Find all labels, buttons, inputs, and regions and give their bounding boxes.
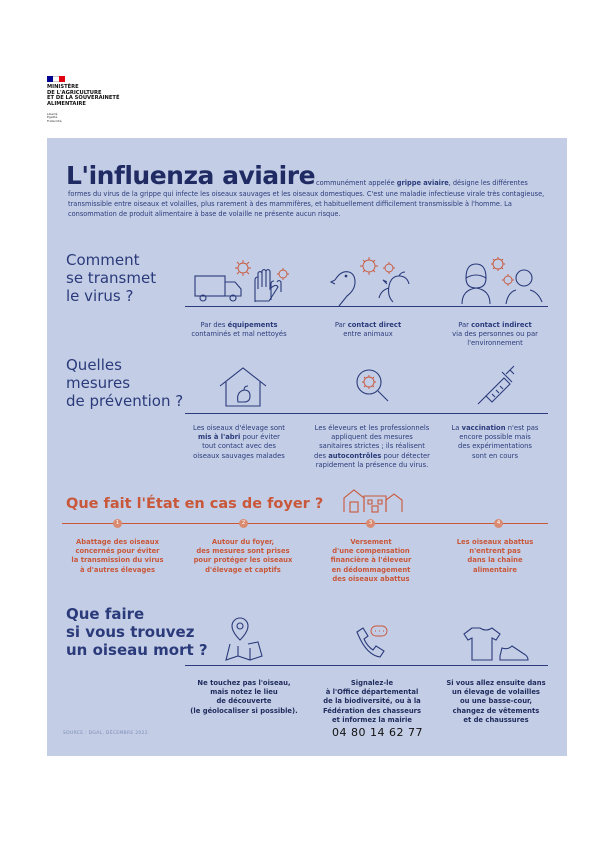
state-step-1: Abattage des oiseaux concernés pour éviter la transmission du virus à d'autres élevages [71, 538, 164, 574]
dead-bird-step-3: Si vous allez ensuite dans un élevage de volailles ou une basse-cour, changez de vêtements et de chaussures [446, 679, 546, 724]
map-pin-icon [226, 616, 266, 662]
phone-number[interactable]: 04 80 14 62 77 [332, 726, 423, 739]
intro-first-line: communément appelée grippe aviaire, désigne les différentes [316, 179, 528, 187]
farm-buildings-icon [342, 486, 406, 514]
step-marker-4: 4 [494, 519, 503, 528]
page-title: L'influenza aviaire [66, 161, 316, 190]
dead-bird-step-2: Signalez-le à l'Office départemental de la biodiversité, ou à la Fédération des chasseurs et informez la mairie [322, 679, 422, 724]
dead-bird-step-1: Ne touchez pas l'oiseau, mais notez le lieu de découverte (le géolocaliser si possible). [190, 679, 298, 715]
republic-motto: Liberté Égalité Fraternité [47, 112, 62, 123]
state-step-3: Versement d'une compensation financière à l'éleveur en dédommagement des oiseaux abattus [330, 538, 412, 583]
state-step-2: Autour du foyer, des mesures sont prises pour protéger les oiseaux d'élevage et captifs [193, 538, 293, 574]
syringe-icon [476, 364, 520, 408]
step-marker-3: 3 [366, 519, 375, 528]
state-heading: Que fait l'État en cas de foyer ? [66, 496, 324, 512]
transmission-caption-1: Par des équipements contaminés et mal nettoyés [191, 321, 287, 339]
divider-transmission [185, 306, 548, 307]
french-flag-logo [47, 76, 65, 82]
step-marker-1: 1 [113, 519, 122, 528]
step-marker-2: 2 [239, 519, 248, 528]
clothes-shoes-icon [462, 624, 532, 664]
ministry-name: MINISTÈRE DE L'AGRICULTURE ET DE LA SOUVERAINETÉ ALIMENTAIRE [47, 84, 120, 107]
prevention-caption-2: Les éleveurs et les professionnels appliquent des mesures sanitaires strictes ; ils réalisent des autocontrôles pour détecter rapidement la présence du virus. [314, 424, 430, 469]
intro-text: formes du virus de la grippe qui infecte les oiseaux sauvages et les oiseaux domestiques. C'est une maladie infectieuse virale très contagieuse, transmissible entre oiseaux et volailles, plus rarement à des mammifères, et habituellement difficilement transmissible à l'homme. La consommation de produit alimentaire à base de volaille ne présente aucun risque. [68, 190, 545, 218]
transmission-heading: Comment se transmet le virus ? [66, 251, 157, 305]
truck-gloves-icon [193, 258, 293, 304]
transmission-caption-2: Par contact direct entre animaux [334, 321, 402, 339]
divider-dead-bird [185, 665, 548, 666]
transmission-caption-3: Par contact indirect via des personnes ou par l'environnement [452, 321, 538, 348]
birds-virus-icon [331, 256, 411, 306]
dead-bird-heading: Que faire si vous trouvez un oiseau mort ? [66, 605, 208, 659]
prevention-caption-1: Les oiseaux d'élevage sont mis à l'abri pour éviter tout contact avec des oiseaux sauvages malades [193, 424, 285, 460]
state-timeline [62, 523, 548, 524]
people-virus-icon [458, 256, 548, 306]
shelter-icon [218, 366, 268, 408]
source-note: SOURCE : DGAL, DÉCEMBRE 2022. [63, 731, 150, 736]
prevention-heading: Quelles mesures de prévention ? [66, 356, 184, 410]
phone-call-icon [351, 624, 391, 664]
state-step-4: Les oiseaux abattus n'entrent pas dans la chaîne alimentaire [456, 538, 534, 574]
divider-prevention [185, 413, 548, 414]
prevention-caption-3: La vaccination n'est pas encore possible mais des expérimentations sont en cours [451, 424, 539, 460]
magnifier-virus-icon [353, 366, 393, 408]
